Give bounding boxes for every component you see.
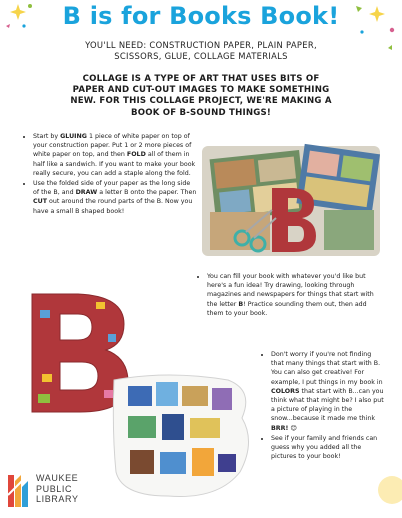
intro-line-4: BOOK OF B-SOUND THINGS! <box>130 107 272 118</box>
creative-tips <box>262 350 386 462</box>
intro-line-1: COLLAGE IS A TYPE OF ART THAT USES BITS OF <box>82 74 320 84</box>
open-b-book-photo <box>108 372 258 502</box>
intro-line-3: NEW. FOR THIS COLLAGE PROJECT, WE'RE MAKING A <box>70 96 332 107</box>
collage-intro <box>28 74 374 119</box>
materials-needed <box>30 40 372 62</box>
glue-keyword: GLUING <box>60 133 87 140</box>
letter-b-keyword: B <box>238 300 244 308</box>
bottom-right-shapes-icon <box>378 476 402 504</box>
colors-keyword: COLORS <box>271 387 300 395</box>
top-photo-collage-materials <box>202 140 380 260</box>
tip-guess-pictures: • See if your family and friends can guess why you added all the pictures to your book! <box>271 434 386 462</box>
logo-line-1: WAUKEE <box>36 473 79 483</box>
smile-emoji-icon: 😊 <box>288 424 297 432</box>
logo-line-2: PUBLIC <box>36 483 73 494</box>
page-title: B is for Books Book! <box>62 2 340 30</box>
intro-line-2: PAPER AND CUT-OUT IMAGES TO MAKE SOMETHING <box>72 85 330 96</box>
brr-keyword: BRR! <box>271 424 289 432</box>
fold-keyword: FOLD <box>126 151 146 159</box>
draw-keyword: DRAW <box>75 189 98 197</box>
step-glue-fold: • Start by GLUING 1 piece of white paper on top of your construction paper. Put 1 or 2 more pieces of white paper on top, and then FOLD all of them in half like a sandwich. If you want to make your book really secure, you can add a staple along the fold. <box>33 132 198 178</box>
instruction-steps <box>24 132 198 217</box>
materials-line-1: YOU'LL NEED: CONSTRUCTION PAPER, PLAIN PAPER, <box>85 40 317 50</box>
library-stripes-icon <box>6 471 32 511</box>
step-draw-cut: • Use the folded side of your paper as the long side of the B, and DRAW a letter B onto the paper. Then CUT out around the round parts of the B. Now you have a small B shaped book! <box>33 179 198 216</box>
fill-book-tip: • You can fill your book with whatever you'd like but here's a fun idea! Try drawing, looking through magazines and newspapers for things that start with the letter B! Practice sounding them out, then add them to your book. <box>198 272 378 319</box>
cut-keyword: CUT <box>33 198 48 206</box>
tip-get-creative: • Don't worry if you're not finding that many things that start with B. You can also get creative! For example, I put things in my book in COLORS that start with B...can you think what that might be? I also put a picture of playing in the snow...because it made me think BRR! 😊 <box>271 350 386 433</box>
materials-line-2: SCISSORS, GLUE, COLLAGE MATERIALS <box>114 51 288 61</box>
logo-line-3: LIBRARY <box>36 494 79 504</box>
waukee-public-library-logo <box>6 471 106 513</box>
